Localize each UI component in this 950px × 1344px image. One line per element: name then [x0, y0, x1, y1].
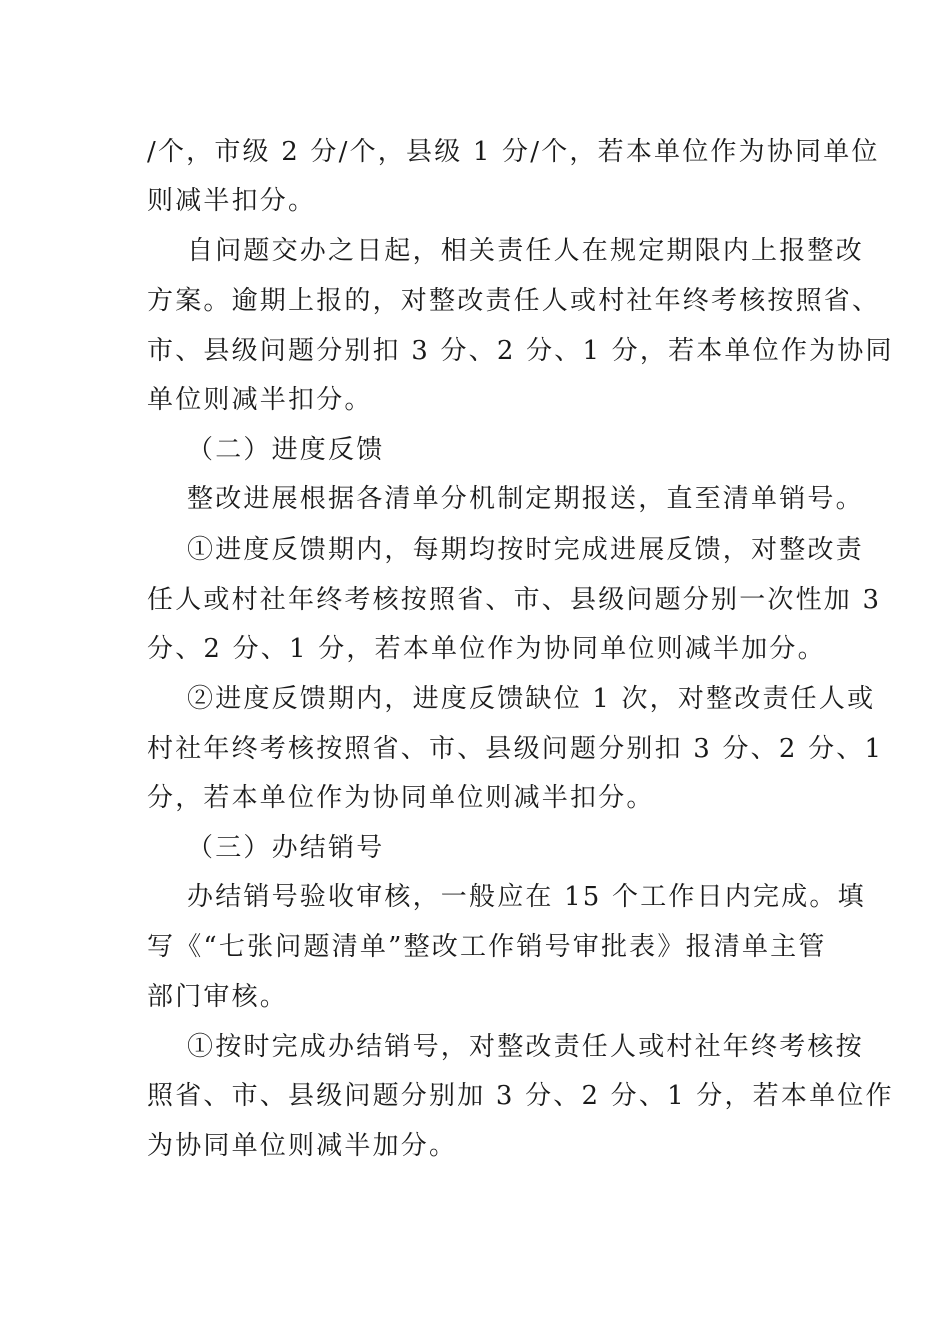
- text-line: 自问题交办之日起，相关责任人在规定期限内上报整改: [187, 236, 864, 266]
- text-line: 单位则减半扣分。: [147, 385, 373, 415]
- text-line: 照省、市、县级问题分别加 3 分、2 分、1 分，若本单位作: [147, 1081, 894, 1111]
- text-line: 分、2 分、1 分，若本单位作为协同单位则减半加分。: [147, 634, 826, 664]
- section-heading: （二）进度反馈: [187, 435, 385, 465]
- text-line: 分，若本单位作为协同单位则减半扣分。: [147, 783, 655, 813]
- text-line: 村社年终考核按照省、市、县级问题分别扣 3 分、2 分、1: [147, 734, 884, 764]
- text-line: 则减半扣分。: [147, 186, 317, 216]
- text-line: 为协同单位则减半加分。: [147, 1131, 458, 1161]
- section-heading: （三）办结销号: [187, 833, 385, 863]
- text-line: /个，市级 2 分/个，县级 1 分/个，若本单位作为协同单位: [147, 137, 880, 167]
- text-line: ②进度反馈期内，进度反馈缺位 1 次，对整改责任人或: [187, 684, 876, 714]
- text-line: 办结销号验收审核，一般应在 15 个工作日内完成。填: [187, 882, 866, 912]
- text-line: ①进度反馈期内，每期均按时完成进展反馈，对整改责: [187, 535, 864, 565]
- text-line: 市、县级问题分别扣 3 分、2 分、1 分，若本单位作为协同: [147, 336, 894, 366]
- text-line: ①按时完成办结销号，对整改责任人或村社年终考核按: [187, 1032, 864, 1062]
- text-line: 任人或村社年终考核按照省、市、县级问题分别一次性加 3: [147, 585, 882, 615]
- text-line: 部门审核。: [147, 982, 289, 1012]
- text-line: 方案。逾期上报的，对整改责任人或村社年终考核按照省、: [147, 286, 881, 316]
- text-line: 写《“七张问题清单”整改工作销号审批表》报清单主管: [147, 932, 827, 962]
- text-line: 整改进展根据各清单分机制定期报送，直至清单销号。: [187, 484, 864, 514]
